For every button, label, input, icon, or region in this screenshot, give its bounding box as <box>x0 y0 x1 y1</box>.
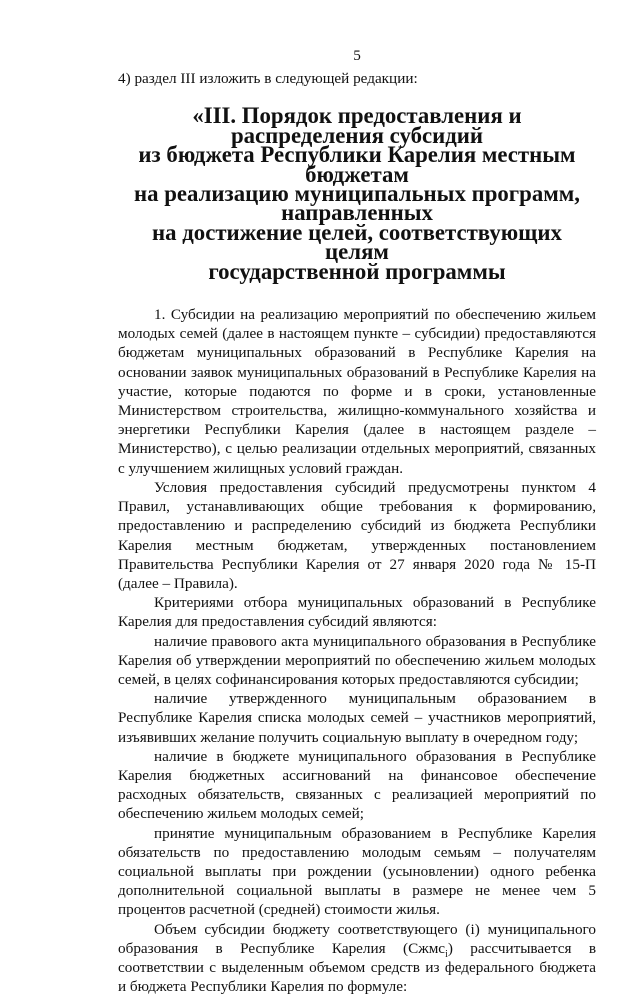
subsidy-volume-subscript: i <box>445 948 448 960</box>
paragraph-subsidies: 1. Субсидии на реализацию мероприятий по обеспечению жильем молодых семей (далее в настоящем пункте – субсидии) предоставляются бюджетам муниципальных образований в Республике Карелия на основании заявок муниципальных образований в Республике Карелия на участие, которые подаются по форме и в сроки, установленные Министерством строительства, жилищно-коммунального хозяйства и энергетики Республики Карелия (далее в настоящем разделе – Министерство), с целью реализации отдельных мероприятий, связанных с улучшением жилищных условий граждан. <box>118 306 596 477</box>
paragraph-conditions: Условия предоставления субсидий предусмотрены пунктом 4 Правил, устанавливающих общие требования к формированию, предоставлению и распределению субсидий из бюджета Республики Карелия местным бюджетам, утвержденных постановлением Правительства Республики Карелия от 27 января 2020 года № 15-П (далее – Правила). <box>118 478 596 592</box>
section-title-line: из бюджета Республики Карелия местным бюджетам <box>138 142 576 187</box>
subsidy-volume-text-before: Объем субсидии бюджету соответствующего (i) муниципального образования в Республике Карелия (Сжмс <box>118 920 596 957</box>
section-title-line: «III. Порядок предоставления и распределения субсидий <box>192 103 522 148</box>
paragraph-criterion-family-list: наличие утвержденного муниципальным образованием в Республике Карелия списка молодых семей – участников мероприятий, изъявивших желание получить социальную выплату в очередном году; <box>118 690 596 746</box>
section-title-line: государственной программы <box>208 258 506 284</box>
intro-line: 4) раздел III изложить в следующей редакции: <box>118 70 418 88</box>
subsidy-volume-text-after: ) рассчитывается в соответствии с выделенным объемом средств из федерального бюджета и бюджета Республики Карелия по формуле: <box>118 939 597 996</box>
paragraph-criterion-budget: наличие в бюджете муниципального образования в Республике Карелия бюджетных ассигнований на финансовое обеспечение расходных обязательств, связанных с реализацией мероприятий по обеспечению жильем молодых семей; <box>118 747 596 823</box>
paragraph-criterion-legal-act: наличие правового акта муниципального образования в Республике Карелия об утверждении мероприятий по обеспечению жильем молодых семей, в целях софинансирования которых предоставляются субсидии; <box>118 632 596 688</box>
paragraph-subsidy-volume <box>118 920 596 996</box>
document-page <box>118 46 596 996</box>
paragraph-criteria: Критериями отбора муниципальных образований в Республике Карелия для предоставления субсидий являются: <box>118 594 596 631</box>
section-title <box>118 103 596 284</box>
page-number: 5 <box>353 47 361 64</box>
paragraph-criterion-obligations: принятие муниципальным образованием в Республике Карелия обязательств по предоставлению молодым семьям – получателям социальной выплаты при рождении (усыновлении) одного ребенка дополнительной социальной выплаты в размере не менее чем 5 процентов расчетной (средней) стоимости жилья. <box>118 824 596 919</box>
section-title-line: на достижение целей, соответствующих целям <box>152 219 562 265</box>
section-title-line: на реализацию муниципальных программ, направленных <box>134 181 580 226</box>
